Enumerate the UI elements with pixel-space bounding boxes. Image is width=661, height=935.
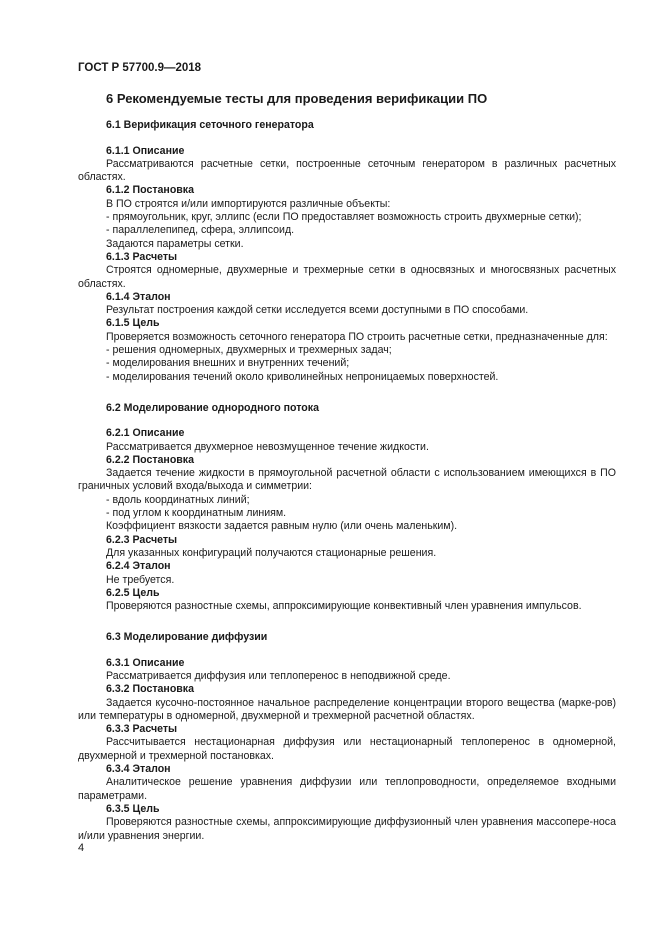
paragraph: Аналитическое решение уравнения диффузии или теплопроводности, определяемое входными параметрами. — [78, 776, 616, 802]
heading-6-2-1: 6.2.1 Описание — [106, 427, 185, 440]
paragraph: Задаются параметры сетки. — [106, 237, 244, 250]
paragraph: Проверяются разностные схемы, аппроксимирующие диффузионный член уравнения массопере-носа и/или уравнения энергии. — [78, 816, 616, 842]
paragraph: Проверяются разностные схемы, аппроксимирующие конвективный член уравнения импульсов. — [106, 600, 582, 613]
list-item: - моделирования внешних и внутренних течений; — [106, 357, 616, 370]
list-item: - вдоль координатных линий; — [106, 494, 616, 507]
heading-6-3-4: 6.3.4 Эталон — [106, 763, 171, 776]
paragraph: Не требуется. — [106, 573, 175, 586]
paragraph: Рассматривается диффузия или теплоперенос в неподвижной среде. — [106, 669, 451, 682]
subsection-title-6-1: 6.1 Верификация сеточного генератора — [106, 119, 314, 132]
heading-6-2-4: 6.2.4 Эталон — [106, 560, 171, 573]
paragraph: В ПО строятся и/или импортируются различные объекты: — [106, 197, 391, 210]
paragraph: Строятся одномерные, двухмерные и трехмерные сетки в односвязных и многосвязных расчетных областях. — [78, 264, 616, 290]
list-item: - прямоугольник, круг, эллипс (если ПО предоставляет возможность строить двухмерные сетки); — [106, 211, 616, 224]
heading-6-1-2: 6.1.2 Постановка — [106, 184, 194, 197]
subsection-title-6-3: 6.3 Моделирование диффузии — [106, 631, 268, 644]
heading-6-3-2: 6.3.2 Постановка — [106, 683, 194, 696]
document-standard-number: ГОСТ Р 57700.9—2018 — [78, 62, 202, 74]
paragraph: Рассчитывается нестационарная диффузия или нестационарный теплоперенос в одномерной, двухмерной и трехмерной постановках. — [78, 736, 616, 762]
heading-6-3-3: 6.3.3 Расчеты — [106, 723, 178, 736]
heading-6-2-5: 6.2.5 Цель — [106, 586, 160, 599]
paragraph: Результат построения каждой сетки исследуется всеми доступными в ПО способами. — [106, 304, 529, 317]
paragraph: Проверяется возможность сеточного генератора ПО строить расчетные сетки, предназначенные для: — [106, 330, 608, 343]
paragraph: Рассматриваются расчетные сетки, построенные сеточным генератором в различных расчетных областях. — [78, 157, 616, 184]
paragraph: Задается кусочно-постоянное начальное распределение концентрации второго вещества (марке-ров) или температуры в одномерной, двухмерной и трехмерной расчетной областях. — [78, 696, 616, 722]
heading-6-3-5: 6.3.5 Цель — [106, 802, 160, 815]
paragraph: Коэффициент вязкости задается равным нулю (или очень маленьким). — [106, 520, 458, 533]
paragraph: Для указанных конфигураций получаются стационарные решения. — [106, 546, 437, 559]
subsection-title-6-2: 6.2 Моделирование однородного потока — [106, 401, 319, 414]
heading-6-1-4: 6.1.4 Эталон — [106, 290, 171, 303]
document-body — [78, 92, 616, 843]
heading-6-3-1: 6.3.1 Описание — [106, 656, 185, 669]
list-item: - параллелепипед, сфера, эллипсоид. — [106, 224, 616, 237]
paragraph: Задается течение жидкости в прямоугольной расчетной области с использованием имеющихся в ПО граничных условий входа/выхода и симметрии: — [78, 467, 616, 493]
paragraph: Рассматривается двухмерное невозмущенное течение жидкости. — [106, 440, 429, 453]
heading-6-1-3: 6.1.3 Расчеты — [106, 250, 178, 263]
page-number: 4 — [78, 842, 85, 854]
heading-6-2-2: 6.2.2 Постановка — [106, 453, 194, 466]
section-title: 6 Рекомендуемые тесты для проведения верификации ПО — [106, 91, 488, 106]
list-item: - решения одномерных, двухмерных и трехмерных задач; — [106, 344, 616, 357]
list-item: - под углом к координатным линиям. — [106, 507, 616, 520]
heading-6-1-1: 6.1.1 Описание — [106, 144, 185, 157]
heading-6-1-5: 6.1.5 Цель — [106, 317, 160, 330]
list-item: - моделирования течений около криволинейных непроницаемых поверхностей. — [106, 371, 616, 384]
heading-6-2-3: 6.2.3 Расчеты — [106, 533, 178, 546]
